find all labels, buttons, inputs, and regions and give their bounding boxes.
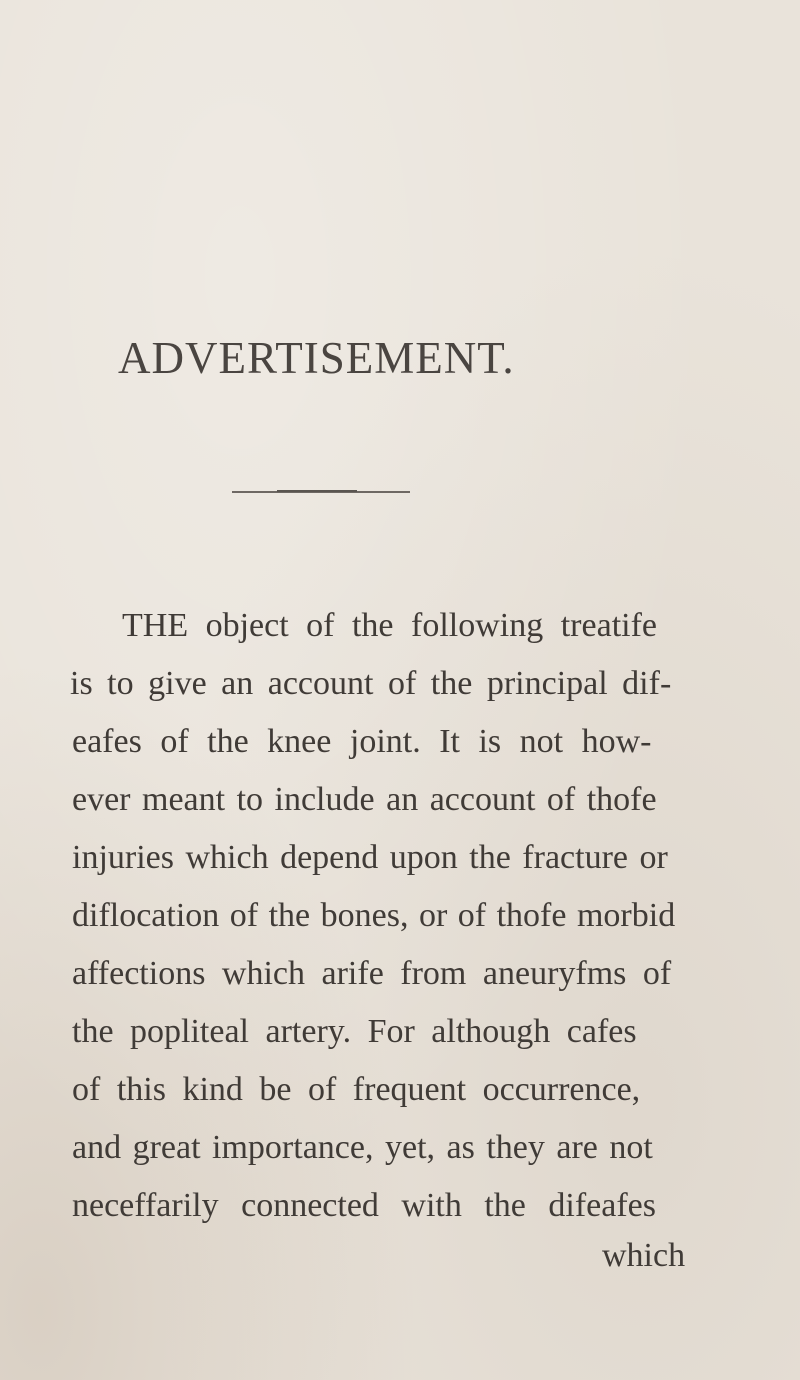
catchword: which [602,1237,686,1274]
paragraph-line: affections which arife from aneuryfms of [72,955,672,992]
paragraph-line: and great importance, yet, as they are not [72,1129,653,1166]
paragraph-line: neceffarily connected with the difeafes [72,1187,656,1224]
paragraph-line: eafes of the knee joint. It is not how- [72,723,652,760]
paragraph-line: of this kind be of frequent occurrence, [72,1071,641,1108]
paragraph-line: the popliteal artery. For although cafes [72,1013,637,1050]
paragraph-line: THE object of the following treatife [122,607,657,644]
page-heading: ADVERTISEMENT. [118,333,515,383]
paragraph-line: diflocation of the bones, or of thofe morbid [72,897,676,934]
paragraph-line: ever meant to include an account of thofe [72,781,657,818]
paragraph-line: injuries which depend upon the fracture or [72,839,668,876]
paragraph-line: is to give an account of the principal dif- [70,665,672,702]
